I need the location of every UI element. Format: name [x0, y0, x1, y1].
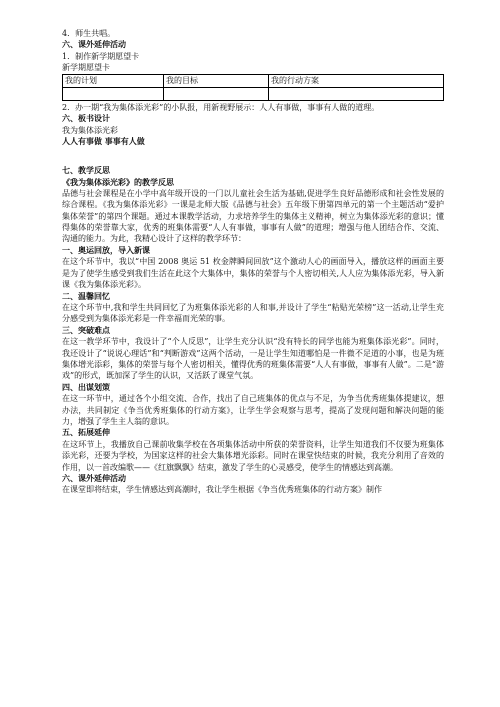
- table-cell: [63, 88, 164, 101]
- section-body-5: 在这环节上，我播放自己课前收集学校在各项集体活动中所获的荣誉资料，让学生知道我们不仅要为班集体添光彩，还要为学校，为国家这样的社会大集体增光添彩。同时在课堂快结束的时候，我充分利用了音效的作用，以一首改编歌——《红旗飘飘》结束，激发了学生的心灵感受，使学生的情感达到高潮。: [62, 439, 444, 472]
- table-header-action: 我的行动方案: [269, 75, 444, 88]
- section-body-1: 在这个环节中，我以“中国 2008 奥运 51 枚金牌瞬间回放”这个激动人心的画面导入，播放这样的画面主要是为了使学生感受到我们生活在此这个大集体中，集体的荣誉与个人密切相关,人人应为集体添光彩，导入新课《我为集体添光彩》。: [62, 257, 444, 290]
- heading-board-design: 六、板书设计: [62, 114, 110, 124]
- line-singing: 4．师生共唱。: [62, 29, 116, 38]
- section-body-6: 在课堂即将结束，学生情感达到高潮时，我让学生根据《争当优秀班集体的行动方案》制作: [62, 485, 382, 495]
- reflection-intro: 品德与社会课程是在小学中高年级开设的一门以儿童社会生活为基础,促进学生良好品德形成和社会性发展的综合课程。《我为集体添光彩》一课是北师大版《品德与社会》五年级下册第四单元的第一个主题活动“爱护集体荣誉”的第四个课题。通过本课教学活动，力求培养学生的集体主义精神，树立为集体添光彩的意识；懂得集体的荣誉靠大家，优秀的班集体需要“人人有事做，事事有人做”的道理；增强与他人团结合作、交流、沟通的能力。为此，我精心设计了这样的教学环节：: [62, 188, 444, 244]
- section-title-3: 三、突破难点: [62, 325, 110, 335]
- table-cell: [164, 88, 269, 101]
- section-title-2: 二、温馨回忆: [62, 291, 110, 301]
- table-header-plan: 我的计划: [63, 75, 164, 88]
- table-header-goal: 我的目标: [164, 75, 269, 88]
- heading-extension-activity: 六、课外延伸活动: [62, 40, 126, 50]
- section-title-6: 六、课外延伸活动: [62, 474, 126, 483]
- document-page: [62, 28, 444, 496]
- section-body-4: 在这一环节中，通过各个小组交流、合作，找出了自己班集体的优点与不足，为争当优秀班集体提建议，想办法，共同制定《争当优秀班集体的行动方案》，让学生学会观察与思考，提高了发现问题和解决问题的能力，增强了学生主人翁的意识。: [62, 394, 444, 426]
- section-body-2: 在这个环节中,我和学生共同回忆了为班集体添光彩的人和事,并设计了学生“粘贴光荣榜”这一活动,让学生充分感受到为集体添光彩是一件幸福而光荣的事。: [62, 302, 444, 324]
- line-wish-card: 1．制作新学期愿望卡: [62, 51, 140, 61]
- table-caption: 新学期愿望卡: [62, 62, 110, 72]
- table-header-row: [63, 75, 444, 88]
- line-team-newspaper: 2．办一期“我为集体添光彩”的小队报，用新视野展示：人人有事做，事事有人做的道理。: [62, 103, 380, 113]
- section-title-4: 四、出谋划策: [62, 382, 110, 392]
- reflection-title: 《我为集体添光彩》的教学反思: [62, 176, 174, 187]
- section-title-1: 一、奥运回放，导入新课: [62, 245, 150, 255]
- board-motto: 人人有事做 事事有人做: [62, 136, 145, 146]
- table-cell: [269, 88, 444, 101]
- section-body-3: 在这一教学环节中，我设计了“个人反思”，让学生充分认识“没有特长的同学也能为班集体添光彩”。同时，我还设计了“说说心理话”和“判断游戏”这两个活动，一是让学生知道哪怕是一件微不足道的小事，也是为班集体增光添彩，集体的荣誉与每个人密切相关，懂得优秀的班集体需要“人人有事做，事事有人做”。二是“游戏”的形式，既加深了学生的认识，又活跃了课堂气氛。: [62, 337, 444, 381]
- section-title-5: 五、拓展延伸: [62, 428, 110, 438]
- wish-card-table: [62, 74, 444, 101]
- heading-reflection: 七、教学反思: [62, 166, 110, 176]
- board-title: 我为集体添光彩: [62, 125, 118, 135]
- table-row: [63, 88, 444, 101]
